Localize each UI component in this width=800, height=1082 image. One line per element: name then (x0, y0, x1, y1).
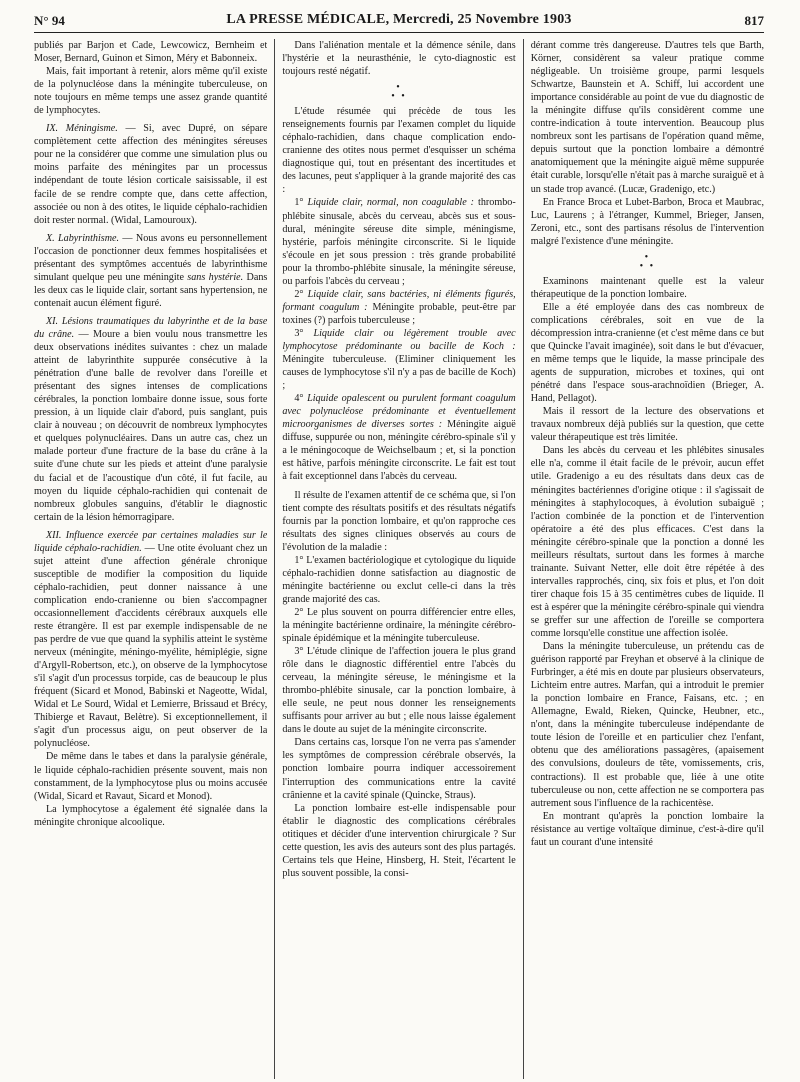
paragraph: En montrant qu'après la ponction lombaire la résistance au vertige voltaïque diminue, c'est-à-dire qu'il faut un courant d'une intensité (530, 810, 765, 848)
conclusion-item: 3° L'étude clinique de l'affection jouera le plus grand rôle dans le diagnostic différentiel entre l'abcès du cerveau, la méningite séreuse, le méningisme et la thrombo-phlébite sinusale, car la ponction lombaire, à elle seule, ne peut nous donner les renseignements suffisants pour arriver au but ; elle nous laisse également dans le doute au sujet de la méningite circonscrite. (282, 646, 516, 736)
section-heading: XI. Lésions traumatiques du labyrinthe et de la base du crâne. (34, 315, 268, 340)
section-separator: • • • (391, 82, 407, 103)
paragraph: La ponction lombaire est-elle indispensable pour établir le diagnostic des complications cérébrales otitiques et décider d'une intervention chirurgicale ? Sur cette question, les avis des auteurs sont des plus partagés. Certains tels que Heine, Hinsberg, H. Steit, l'écartent le plus souvent possible, la consi- (282, 802, 516, 879)
section-heading: X. Labyrinthisme. (46, 232, 120, 244)
column-rule (523, 39, 524, 1079)
paragraph: L'étude résumée qui précède de tous les renseignements fournis par l'examen complet du liquide céphalo-rachidien, dans chaque complication endo-cranienne des otites nous permet d'esquisser un schéma diagnostique qui, tout en présentant des incertitudes et des lacunes, peut s'appliquer à la grande majorité des cas : (282, 106, 516, 196)
paragraph: Dans certains cas, lorsque l'on ne verra pas s'amender les symptômes de compression cérébrale observés, la ponction lombaire pourra indiquer accessoirement l'interruption des communications entre la cavité crânienne et la cavité spinale (Quincke, Straus). (282, 737, 516, 801)
paragraph: Dans la méningite tuberculeuse, un prétendu cas de guérison rapporté par Freyhan et observé à la clinique de Furbringer, a été mis en doute par plusieurs observateurs, Lichteim entre autres. Marfan, qui a introduit le premier la ponction lombaire en France, Faisans, etc. ; en Allemagne, Ewald, Rieken, Quincke, Heubner, etc., n'ont, dans la méningite tuberculeuse indépendante de toute lésion de l'oreille et en particulier chez l'enfant, obtenu que des améliorations passagères, (apaisement des convulsions, douleurs de tête, vomissements, cris, contractions). Il est probable que, liée à une otite tuberculeuse ou non, cette affection ne se comportera pas autrement sous l'influence de la rachicentèse. (530, 641, 765, 809)
paragraph: Mais, fait important à retenir, alors même qu'il existe de la polynucléose dans la méningite tuberculeuse, on note toujours en même temps une assez grande quantité de lymphocytes. (34, 66, 268, 117)
schema-item: 3° Liquide clair ou légèrement trouble avec lymphocytose prédominante ou bacille de Koch : Méningite tuberculeuse. (Eliminer cliniquement les causes de lymphocytose s'il n'y a pas de bacille de Koch) ; (282, 327, 516, 392)
paragraph: IX. Méningisme. — Si, avec Dupré, on sépare complètement cette affection des méningites séreuses pour ne la considérer que comme une simulation plus ou moins parfaite des méningites par un processus indépendant de toute lésion corticale saisissable, il est facile de se rendre compte que, dans cette affection, associée ou non à des otites, le liquide céphalo-rachidien doit rester normal. (Widal, Lamouroux). (34, 123, 268, 226)
paragraph: Dans l'aliénation mentale et la démence sénile, dans l'hystérie et la neurasthénie, le cyto-diagnostic est toujours resté négatif. (282, 40, 516, 78)
paragraph: Examinons maintenant quelle est la valeur thérapeutique de la ponction lombaire. (530, 275, 765, 300)
section-heading: XII. Influence exercée par certaines maladies sur le liquide céphalo-rachidien. (34, 529, 268, 554)
issue-date: Mercredi, 25 Novembre 1903 (393, 12, 572, 27)
conclusion-item: 1° L'examen bactériologique et cytologique du liquide céphalo-rachidien donne satisfaction au diagnostic de méningite bactérienne ou exclut celle-ci dans la très grande majorité des cas. (282, 554, 516, 605)
column-rule (274, 39, 275, 1079)
schema-item: 1° Liquide clair, normal, non coagulable : thrombo-phlébite sinusale, abcès du cerveau, abcès sus et sous-dural, méningite séreuse dite simple, méningisme, hystérie, parfois méningite circonscrite. Si le liquide s'écoule en jet sous pression : très grande probabilité pour la thrombo-phlébite sinusale, la méningite séreuse, ou parfois l'abcès du cerveau ; (282, 197, 516, 287)
paragraph: dérant comme très dangereuse. D'autres tels que Barth, Körner, considèrent sa valeur pratique comme négligeable. Un troisième groupe, parmi lesquels Schwartze, Baunstein et A. Schiff, lui accordent une importance considérable au point de vue du diagnostic de la méningite diffuse qu'ils considèrent comme une contre-indication à toute intervention. Beaucoup plus nombreux sont les partisans de l'opération quand même, depuis surtout que la ponction lombaire a démontré anatomiquement que la méningite aiguë même suppurée était curable, lorsqu'elle n'était pas à marche suraiguë et à un stade trop avancé. (Lucæ, Gradenigo, etc.) (530, 40, 765, 195)
paragraph: Il résulte de l'examen attentif de ce schéma que, si l'on tient compte des résultats positifs et des résultats négatifs fournis par la ponction lombaire, et qu'on rapproche ces résultats des signes cliniques observés au cours de l'évolution de la maladie : (282, 489, 516, 553)
paragraph: XI. Lésions traumatiques du labyrinthe et de la base du crâne. — Moure a bien voulu nous transmettre les deux observations inédites suivantes : chez un malade atteint de labyrinthite suppurée consécutive à la pénétration d'une balle de revolver dans l'oreille et présentant des signes intenses de complications cérébrales, la ponction lombaire donne issue, sous forte pression, à un liquide clair d'abord, puis sanglant, puis clair à nouveau ; on découvrit de nombreux lymphocytes et quelques polynucléaires. Dans un autre cas, chez un malade porteur d'une fracture de la base du crâne à la suite d'une chute sur les pieds et atteint d'une paralysie du facial et de l'acoustique d'un côté, il fut facile, au moyen du liquide céphalo-rachidien qui contenait de nombreux globules sanguins, d'établir le diagnostic certain de la lésion hémorragipare. (34, 315, 268, 523)
column-1 (34, 39, 267, 1079)
paragraph: En France Broca et Lubet-Barbon, Broca et Maubrac, Luc, Laurens ; à l'étranger, Kummel, Brieger, Jansen, Zeroni, etc., sont des partisans résolus de l'intervention malgré l'existence d'une méningite. (530, 196, 765, 247)
schema-item: 2° Liquide clair, sans bactéries, ni éléments figurés, formant coagulum : Méningite probable, peut-être par toxines (?) parfois tuberculeuse ; (282, 288, 516, 326)
text-columns (34, 39, 764, 1079)
conclusion-item: 2° Le plus souvent on pourra différencier entre elles, la méningite bactérienne ordinaire, la méningite cérébro-spinale épidémique et la méningite tuberculeuse. (282, 606, 516, 645)
section-separator: • • • (639, 251, 656, 272)
journal-name: LA PRESSE MÉDICALE, (226, 12, 390, 27)
paragraph: Mais il ressort de la lecture des observations et travaux nombreux déjà publiés sur la question, que cette valeur thérapeutique est très limitée. (530, 406, 765, 444)
paragraph: X. Labyrinthisme. — Nous avons eu personnellement l'occasion de ponctionner deux femmes hospitalisées et présentant des symptômes accentués de labyrinthisme simulant quelque peu une méningite sans hystérie. Dans les deux cas le liquide clair, sortant sans hypertension, ne contenait aucun élément figuré. (34, 232, 268, 309)
page-number: 817 (744, 13, 764, 28)
page-header (34, 8, 764, 33)
paragraph: XII. Influence exercée par certaines maladies sur le liquide céphalo-rachidien. — Une otite évoluant chez un sujet atteint d'une affection générale chronique susceptible de modifier la composition du liquide céphalo-rachidien, peut donner naissance à une complication endo-cranienne ou bien s'accompagner occasionnellement d'accidents cérébraux auxquels elle reste étrangère. Il est par exemple indispensable de ne pas perdre de vue que quand la syphilis atteint le système nerveux (méningite, méningo-myélite, hémiplégie, signe d'Argyll-Robertson, etc.), on observe de la lymphocytose s'il s'agit d'un processus torpide, cas de beaucoup le plus fréquent (Sicard et Monod, Babinski et Nageotte, Widal, Widal et Le Sourd, Widal et Lemierre, Brissaud et Brécy, Thibierge et Ravaut, Belètre). Si exceptionnellement, il s'agit d'un processus aigu, on peut observer de la polynucléose. (34, 529, 268, 750)
issue-number: N° 94 (34, 13, 65, 28)
paragraph: La lymphocytose a également été signalée dans la méningite chronique alcoolique. (34, 803, 268, 828)
paragraph: Dans les abcès du cerveau et les phlébites sinusales elle n'a, comme il était facile de le prévoir, aucun effet utile. Gradenigo a eu des résultats dans deux cas de méningites bactériennes d'origine otique : il s'agissait de méningites à staphylocoques, à évolution subaiguë ; l'action combinée de la ponction et de l'intervention opératoire a été des plus efficaces. C'est dans la méningite cérébro-spinale que la ponction a donné les meilleurs résultats, surtout dans les formes à marche trainante. Suivant Netter, elle doit être répétée à des intervalles rapprochés, cinq, six fois et plus, et l'on doit tirer chaque fois 15 à 35 centimètres cubes de liquide. Il est à espérer que la méningite cérébro-spinale qui viendra se greffer sur une affection de l'oreille se comportera comme lorsqu'elle constitue une affection isolée. (530, 445, 765, 640)
section-heading: IX. Méningisme. (46, 123, 118, 135)
paragraph: publiés par Barjon et Cade, Lewcowicz, Bernheim et Moser, Bernard, Guinon et Simon, Méry et Babonneix. (34, 40, 268, 65)
paragraph: De même dans le tabes et dans la paralysie générale, le liquide céphalo-rachidien présente souvent, mais non constamment, de la lymphocytose plus ou moins accusée (Widal, Sicard et Ravaut, Sicard et Monod). (34, 751, 268, 802)
schema-item: 4° Liquide opalescent ou purulent formant coagulum avec polynucléose prédominante et éventuellement microorganismes de diverses sortes : Méningite aiguë diffuse, suppurée ou non, méningite cérébro-spinale s'il y a le méningocoque de Weichselbaum ; et, si la ponction est hâtive, parfois méningite circonscrite. Le fait est tout à fait exceptionnel dans l'abcès du cerveau. (282, 393, 516, 483)
column-3 (531, 39, 764, 1079)
paragraph: Elle a été employée dans des cas nombreux de complications cérébrales, soit en vue de la décompression intra-cranienne (et c'est même dans ce but que Quincke l'avait imaginée), soit dans le but d'évacuer, en même temps que le liquide, la masse principale des agents de suppuration, microbes et toxines, qui ont pénétré dans l'espace sous-arachnoïdien (Brieger, A. Hand, Pellagot). (530, 301, 765, 405)
column-2 (282, 39, 515, 1079)
running-title (34, 12, 764, 28)
